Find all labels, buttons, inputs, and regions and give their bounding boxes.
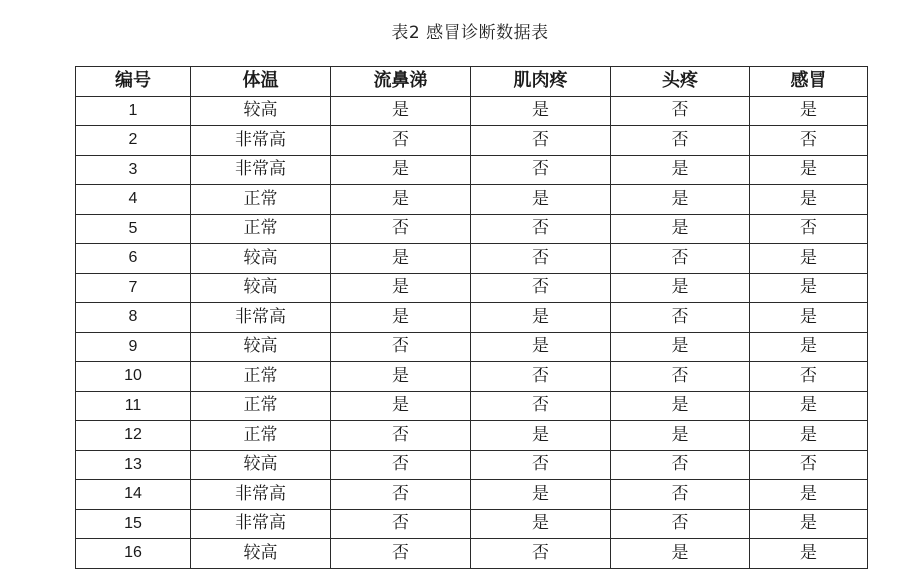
cell-headache: 是 bbox=[611, 273, 750, 303]
cell-cold: 是 bbox=[750, 185, 868, 215]
cell-cold: 是 bbox=[750, 303, 868, 333]
cell-headache: 否 bbox=[611, 303, 750, 333]
cell-runny-nose: 否 bbox=[331, 539, 471, 569]
cell-id: 5 bbox=[76, 214, 191, 244]
cell-runny-nose: 否 bbox=[331, 509, 471, 539]
cell-headache: 是 bbox=[611, 332, 750, 362]
header-cell-cold: 感冒 bbox=[750, 67, 868, 97]
cell-id: 1 bbox=[76, 96, 191, 126]
cell-headache: 否 bbox=[611, 509, 750, 539]
cell-muscle-pain: 否 bbox=[471, 450, 611, 480]
cell-temperature: 非常高 bbox=[191, 509, 331, 539]
cell-cold: 是 bbox=[750, 332, 868, 362]
cell-headache: 是 bbox=[611, 155, 750, 185]
cell-temperature: 正常 bbox=[191, 421, 331, 451]
cell-id: 7 bbox=[76, 273, 191, 303]
table-row bbox=[76, 155, 868, 185]
cell-temperature: 较高 bbox=[191, 96, 331, 126]
cell-runny-nose: 是 bbox=[331, 185, 471, 215]
cell-id: 15 bbox=[76, 509, 191, 539]
cell-temperature: 较高 bbox=[191, 332, 331, 362]
cell-cold: 是 bbox=[750, 509, 868, 539]
table-row bbox=[76, 421, 868, 451]
table-row bbox=[76, 214, 868, 244]
cell-runny-nose: 是 bbox=[331, 391, 471, 421]
cell-muscle-pain: 否 bbox=[471, 539, 611, 569]
cell-cold: 是 bbox=[750, 96, 868, 126]
cell-runny-nose: 是 bbox=[331, 362, 471, 392]
cell-muscle-pain: 否 bbox=[471, 244, 611, 274]
cell-headache: 否 bbox=[611, 96, 750, 126]
cell-temperature: 较高 bbox=[191, 539, 331, 569]
cell-muscle-pain: 是 bbox=[471, 303, 611, 333]
cell-runny-nose: 否 bbox=[331, 332, 471, 362]
cell-cold: 是 bbox=[750, 421, 868, 451]
cell-id: 9 bbox=[76, 332, 191, 362]
cell-cold: 否 bbox=[750, 362, 868, 392]
cell-headache: 是 bbox=[611, 421, 750, 451]
cell-runny-nose: 是 bbox=[331, 155, 471, 185]
cell-headache: 是 bbox=[611, 391, 750, 421]
header-cell-temperature: 体温 bbox=[191, 67, 331, 97]
cell-temperature: 非常高 bbox=[191, 155, 331, 185]
cell-temperature: 较高 bbox=[191, 273, 331, 303]
cell-runny-nose: 否 bbox=[331, 480, 471, 510]
cell-runny-nose: 是 bbox=[331, 96, 471, 126]
header-cell-muscle-pain: 肌肉疼 bbox=[471, 67, 611, 97]
cell-cold: 是 bbox=[750, 539, 868, 569]
cold-diagnosis-table bbox=[75, 66, 868, 569]
cell-headache: 否 bbox=[611, 244, 750, 274]
table-row bbox=[76, 126, 868, 156]
table-row bbox=[76, 303, 868, 333]
table-header-row bbox=[76, 67, 868, 97]
cell-temperature: 正常 bbox=[191, 214, 331, 244]
cell-headache: 是 bbox=[611, 214, 750, 244]
cell-runny-nose: 是 bbox=[331, 244, 471, 274]
header-cell-headache: 头疼 bbox=[611, 67, 750, 97]
cell-cold: 是 bbox=[750, 273, 868, 303]
cell-runny-nose: 是 bbox=[331, 303, 471, 333]
cell-muscle-pain: 否 bbox=[471, 126, 611, 156]
cell-cold: 是 bbox=[750, 480, 868, 510]
table-row bbox=[76, 273, 868, 303]
header-cell-runny-nose: 流鼻涕 bbox=[331, 67, 471, 97]
cell-temperature: 正常 bbox=[191, 362, 331, 392]
cell-runny-nose: 是 bbox=[331, 273, 471, 303]
table-row bbox=[76, 480, 868, 510]
cell-temperature: 正常 bbox=[191, 185, 331, 215]
cell-temperature: 非常高 bbox=[191, 303, 331, 333]
cell-temperature: 较高 bbox=[191, 450, 331, 480]
table-row bbox=[76, 539, 868, 569]
cell-muscle-pain: 否 bbox=[471, 273, 611, 303]
cell-id: 11 bbox=[76, 391, 191, 421]
table-row bbox=[76, 244, 868, 274]
cell-headache: 否 bbox=[611, 126, 750, 156]
cell-runny-nose: 否 bbox=[331, 450, 471, 480]
cell-id: 2 bbox=[76, 126, 191, 156]
cell-headache: 否 bbox=[611, 362, 750, 392]
cell-cold: 是 bbox=[750, 391, 868, 421]
table-row bbox=[76, 96, 868, 126]
cell-muscle-pain: 是 bbox=[471, 480, 611, 510]
cell-id: 3 bbox=[76, 155, 191, 185]
cell-cold: 是 bbox=[750, 244, 868, 274]
cell-muscle-pain: 否 bbox=[471, 214, 611, 244]
cell-muscle-pain: 否 bbox=[471, 155, 611, 185]
cell-temperature: 正常 bbox=[191, 391, 331, 421]
cell-id: 13 bbox=[76, 450, 191, 480]
table-row bbox=[76, 391, 868, 421]
cell-id: 12 bbox=[76, 421, 191, 451]
table-body bbox=[76, 96, 868, 568]
cell-temperature: 非常高 bbox=[191, 480, 331, 510]
cell-runny-nose: 否 bbox=[331, 421, 471, 451]
table-row bbox=[76, 450, 868, 480]
header-cell-id: 编号 bbox=[76, 67, 191, 97]
cell-muscle-pain: 是 bbox=[471, 332, 611, 362]
cell-id: 10 bbox=[76, 362, 191, 392]
cell-cold: 是 bbox=[750, 155, 868, 185]
table-row bbox=[76, 185, 868, 215]
table-row bbox=[76, 332, 868, 362]
cell-headache: 是 bbox=[611, 539, 750, 569]
cell-runny-nose: 否 bbox=[331, 126, 471, 156]
cell-muscle-pain: 是 bbox=[471, 421, 611, 451]
cell-muscle-pain: 是 bbox=[471, 185, 611, 215]
cell-headache: 否 bbox=[611, 480, 750, 510]
cell-temperature: 较高 bbox=[191, 244, 331, 274]
cell-muscle-pain: 否 bbox=[471, 362, 611, 392]
cell-cold: 否 bbox=[750, 214, 868, 244]
cell-headache: 是 bbox=[611, 185, 750, 215]
cell-id: 6 bbox=[76, 244, 191, 274]
cell-muscle-pain: 是 bbox=[471, 509, 611, 539]
table-caption: 表2 感冒诊断数据表 bbox=[391, 23, 549, 43]
cell-temperature: 非常高 bbox=[191, 126, 331, 156]
cell-muscle-pain: 否 bbox=[471, 391, 611, 421]
cell-runny-nose: 否 bbox=[331, 214, 471, 244]
cell-id: 14 bbox=[76, 480, 191, 510]
table-row bbox=[76, 362, 868, 392]
cell-id: 8 bbox=[76, 303, 191, 333]
cell-id: 16 bbox=[76, 539, 191, 569]
cell-headache: 否 bbox=[611, 450, 750, 480]
cell-cold: 否 bbox=[750, 126, 868, 156]
cell-muscle-pain: 是 bbox=[471, 96, 611, 126]
table-row bbox=[76, 509, 868, 539]
cell-id: 4 bbox=[76, 185, 191, 215]
cell-cold: 否 bbox=[750, 450, 868, 480]
